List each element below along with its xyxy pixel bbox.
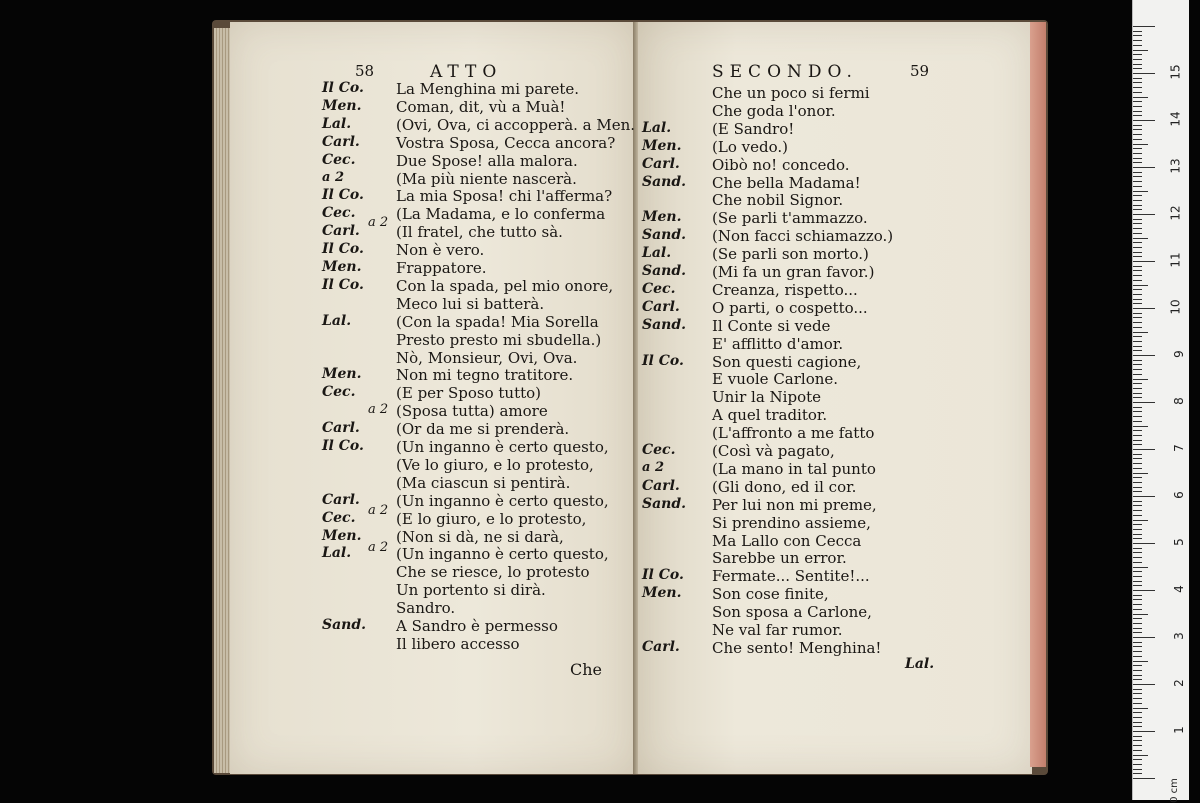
ruler-tick <box>1133 491 1142 492</box>
right-speaker: Carl. <box>642 298 680 315</box>
ruler-tick <box>1133 195 1142 196</box>
ruler-tick <box>1133 181 1142 182</box>
ruler-number: 9 <box>1172 350 1187 358</box>
ruler-tick <box>1133 585 1142 586</box>
ruler-tick <box>1133 285 1148 286</box>
right-text-line: Sarebbe un error. <box>712 549 847 568</box>
ruler-tick <box>1133 379 1148 380</box>
ruler-tick <box>1133 275 1142 276</box>
ruler-tick <box>1133 656 1142 657</box>
right-page <box>637 22 1032 774</box>
ruler-tick <box>1133 364 1142 365</box>
left-text-line: (Ovi, Ova, ci accopperà. a Men. <box>396 115 636 134</box>
ruler-number: 2 <box>1172 679 1187 687</box>
ruler-tick <box>1133 158 1142 159</box>
ruler-tick <box>1133 341 1142 342</box>
left-speaker: Il Co. <box>322 241 364 258</box>
ruler-tick <box>1133 599 1142 600</box>
ruler-tick <box>1133 153 1142 154</box>
right-speaker: a 2 <box>642 459 664 475</box>
ruler-tick <box>1133 482 1142 483</box>
ruler-tick <box>1133 313 1142 314</box>
ruler-tick <box>1133 444 1142 445</box>
left-a2-mark: a 2 <box>368 215 389 230</box>
right-speaker: Il Co. <box>642 352 684 369</box>
right-text-line: (E Sandro! <box>712 119 795 138</box>
left-text-line: (Un inganno è certo questo, <box>396 491 609 510</box>
ruler-tick <box>1133 722 1142 723</box>
ruler-tick <box>1133 708 1148 709</box>
left-text-line: (La Madama, e lo conferma <box>396 205 606 224</box>
ruler-tick <box>1133 186 1142 187</box>
left-speaker: a 2 <box>322 169 344 185</box>
ruler-tick <box>1133 87 1142 88</box>
ruler-tick <box>1133 430 1142 431</box>
left-a2-mark: a 2 <box>368 402 389 417</box>
right-text-line: (L'affronto a me fatto <box>712 424 875 443</box>
ruler-tick <box>1133 548 1142 549</box>
ruler-tick <box>1133 209 1142 210</box>
left-speaker: Lal. <box>322 312 352 329</box>
right-text-line: Si prendino assieme, <box>712 513 871 532</box>
ruler-tick <box>1133 473 1148 474</box>
right-text-line: Son questi cagione, <box>712 352 862 371</box>
right-speaker: Men. <box>642 137 682 154</box>
ruler-tick <box>1133 698 1142 699</box>
ruler-tick <box>1133 346 1142 347</box>
ruler-tick <box>1133 736 1142 737</box>
ruler-tick <box>1133 388 1142 389</box>
ruler-tick <box>1133 252 1142 253</box>
right-speaker: Sand. <box>642 495 687 512</box>
ruler-tick <box>1133 769 1142 770</box>
right-speaker: Men. <box>642 209 682 226</box>
left-speaker: Men. <box>322 97 362 114</box>
left-speaker: Lal. <box>322 545 352 562</box>
ruler-tick <box>1133 477 1142 478</box>
ruler-number: 14 <box>1168 111 1183 127</box>
ruler-number: 11 <box>1168 252 1183 268</box>
left-text-line: Due Spose! alla malora. <box>396 151 578 170</box>
left-text-line: (Ma più niente nascerà. <box>396 169 577 188</box>
ruler-number: 10 <box>1168 299 1183 315</box>
ruler-tick <box>1133 383 1142 384</box>
left-speaker: Il Co. <box>322 187 364 204</box>
ruler-tick <box>1133 693 1142 694</box>
left-speaker: Men. <box>322 366 362 383</box>
ruler-tick <box>1133 407 1142 408</box>
left-text-line: (Ma ciascun si pentirà. <box>396 473 571 492</box>
ruler-tick <box>1133 59 1142 60</box>
left-speaker: Cec. <box>322 205 356 222</box>
left-speaker: Cec. <box>322 384 356 401</box>
ruler-tick <box>1133 689 1142 690</box>
ruler-tick <box>1133 726 1142 727</box>
left-speaker: Lal. <box>322 115 352 132</box>
ruler-tick <box>1133 256 1142 257</box>
ruler-tick <box>1133 26 1155 27</box>
right-speaker: Carl. <box>642 155 680 172</box>
ruler-number: 3 <box>1172 632 1187 640</box>
ruler-tick <box>1133 111 1142 112</box>
left-text-line: Con la spada, pel mio onore, <box>396 276 614 295</box>
ruler-tick <box>1133 266 1142 267</box>
right-speaker: Il Co. <box>642 567 684 584</box>
right-text-line: Il Conte si vede <box>712 316 831 335</box>
right-text-line: Son cose finite, <box>712 585 829 604</box>
ruler-tick <box>1133 35 1142 36</box>
ruler-tick <box>1133 675 1142 676</box>
measurement-ruler <box>1132 0 1189 803</box>
left-text-line: (Con la spada! Mia Sorella <box>396 312 599 331</box>
right-text-line: Che goda l'onor. <box>712 101 836 120</box>
left-text-line: Un portento si dirà. <box>396 581 546 600</box>
ruler-tick <box>1133 468 1142 469</box>
ruler-tick <box>1133 646 1142 647</box>
ruler-tick <box>1133 661 1148 662</box>
left-text-line: La Menghina mi parete. <box>396 80 580 98</box>
ruler-tick <box>1133 336 1142 337</box>
ruler-tick <box>1133 421 1142 422</box>
right-catchword: Lal. <box>905 656 935 672</box>
ruler-tick <box>1133 520 1148 521</box>
ruler-tick <box>1133 350 1142 351</box>
ruler-tick <box>1133 435 1142 436</box>
left-speaker: Cec. <box>322 509 356 526</box>
ruler-tick <box>1133 463 1142 464</box>
ruler-number: 4 <box>1172 585 1187 593</box>
right-text-line: O parti, o cospetto... <box>712 298 868 317</box>
ruler-tick <box>1133 73 1155 74</box>
ruler-unit-label: 0 cm <box>1169 778 1181 803</box>
left-text-line: Nò, Monsieur, Ovi, Ova. <box>396 348 578 367</box>
ruler-tick <box>1133 115 1142 116</box>
right-text-line: Unir la Nipote <box>712 388 822 407</box>
ruler-number: 8 <box>1172 397 1187 405</box>
ruler-tick <box>1133 223 1142 224</box>
left-speaker: Carl. <box>322 491 360 508</box>
right-text-line: E vuole Carlone. <box>712 370 839 389</box>
left-speaker: Carl. <box>322 420 360 437</box>
left-text-line: (Il fratel, che tutto sà. <box>396 223 563 242</box>
right-text-line: Ma Lallo con Cecca <box>712 531 862 550</box>
right-text-line: Fermate... Sentite!... <box>712 567 870 586</box>
left-catchword: Che <box>570 660 603 679</box>
ruler-tick <box>1133 684 1155 685</box>
ruler-tick <box>1133 289 1142 290</box>
ruler-tick <box>1133 590 1155 591</box>
ruler-tick <box>1133 454 1142 455</box>
right-speaker: Men. <box>642 585 682 602</box>
right-speaker: Carl. <box>642 638 680 655</box>
book-gutter <box>633 22 638 774</box>
ruler-tick <box>1133 773 1142 774</box>
ruler-tick <box>1133 670 1142 671</box>
ruler-tick <box>1133 576 1142 577</box>
left-speaker: Men. <box>322 527 362 544</box>
ruler-tick <box>1133 501 1142 502</box>
right-speaker: Sand. <box>642 173 687 190</box>
ruler-tick <box>1133 529 1142 530</box>
ruler-tick <box>1133 101 1142 102</box>
ruler-tick <box>1133 505 1142 506</box>
right-speaker: Sand. <box>642 263 687 279</box>
ruler-tick <box>1133 755 1148 756</box>
left-speaker: Sand. <box>322 617 367 633</box>
ruler-tick <box>1133 374 1142 375</box>
ruler-tick <box>1133 317 1142 318</box>
ruler-tick <box>1133 31 1142 32</box>
ruler-tick <box>1133 97 1148 98</box>
ruler-tick <box>1133 402 1155 403</box>
left-speaker: Il Co. <box>322 80 364 96</box>
ruler-number: 1 <box>1172 726 1187 734</box>
right-speaker: Carl. <box>642 477 680 494</box>
ruler-tick <box>1133 628 1142 629</box>
ruler-tick <box>1133 426 1148 427</box>
ruler-tick <box>1133 557 1142 558</box>
left-page-header: ATTO <box>430 62 503 82</box>
ruler-tick <box>1133 144 1148 145</box>
ruler-tick <box>1133 322 1142 323</box>
ruler-tick <box>1133 552 1142 553</box>
ruler-number: 15 <box>1168 64 1183 80</box>
right-text-line: (Se parli son morto.) <box>712 245 869 264</box>
right-text-line: (La mano in tal punto <box>712 459 876 478</box>
right-text-line: (Così và pagato, <box>712 442 835 460</box>
left-speaker: Il Co. <box>322 438 364 454</box>
left-speaker: Il Co. <box>322 276 364 293</box>
left-text-line: (Sposa tutta) amore <box>396 402 548 421</box>
ruler-tick <box>1133 78 1142 79</box>
ruler-tick <box>1133 614 1148 615</box>
ruler-tick <box>1133 270 1142 271</box>
ruler-tick <box>1133 125 1142 126</box>
ruler-tick <box>1133 764 1142 765</box>
ruler-tick <box>1133 717 1142 718</box>
ruler-tick <box>1133 642 1142 643</box>
ruler-tick <box>1133 393 1142 394</box>
ruler-tick <box>1133 745 1142 746</box>
ruler-number: 13 <box>1168 158 1183 174</box>
left-text-line: Meco lui si batterà. <box>396 294 545 313</box>
ruler-tick <box>1133 637 1155 638</box>
left-text-line: Vostra Sposa, Cecca ancora? <box>396 133 616 152</box>
ruler-tick <box>1133 679 1142 680</box>
ruler-tick <box>1133 247 1142 248</box>
ruler-tick <box>1133 440 1142 441</box>
right-text-line: Son sposa a Carlone, <box>712 603 872 622</box>
left-page-number: 58 <box>355 62 375 80</box>
left-text-line: Il libero accesso <box>396 634 520 653</box>
ruler-tick <box>1133 510 1142 511</box>
ruler-tick <box>1133 148 1142 149</box>
right-text-line: Che un poco si fermi <box>712 84 870 102</box>
ruler-tick <box>1133 261 1155 262</box>
ruler-tick <box>1133 571 1142 572</box>
ruler-tick <box>1133 360 1142 361</box>
ruler-tick <box>1133 238 1148 239</box>
ruler-tick <box>1133 595 1142 596</box>
left-text-line: (Un inganno è certo questo, <box>396 438 609 456</box>
ruler-tick <box>1133 280 1142 281</box>
ruler-tick <box>1133 92 1142 93</box>
ruler-tick <box>1133 40 1142 41</box>
ruler-tick <box>1133 242 1142 243</box>
ruler-tick <box>1133 397 1142 398</box>
ruler-tick <box>1133 604 1142 605</box>
left-speaker: Carl. <box>322 133 360 150</box>
left-text-line: (Ve lo giuro, e lo protesto, <box>396 455 594 474</box>
ruler-number: 7 <box>1172 444 1187 452</box>
ruler-tick <box>1133 299 1142 300</box>
right-text-line: (Non facci schiamazzo.) <box>712 227 894 246</box>
ruler-tick <box>1133 176 1142 177</box>
right-speaker: Lal. <box>642 245 672 262</box>
ruler-tick <box>1133 632 1142 633</box>
left-a2-mark: a 2 <box>368 540 389 555</box>
ruler-tick <box>1133 487 1142 488</box>
right-text-line: Creanza, rispetto... <box>712 280 858 299</box>
left-text-line: (E lo giuro, e lo protesto, <box>396 509 587 528</box>
ruler-tick <box>1133 538 1142 539</box>
ruler-tick <box>1133 515 1142 516</box>
ruler-tick <box>1133 134 1142 135</box>
ruler-tick <box>1133 68 1142 69</box>
ruler-tick <box>1133 449 1155 450</box>
left-text-line: Non è vero. <box>396 241 485 260</box>
ruler-number: 5 <box>1172 538 1187 546</box>
ruler-tick <box>1133 64 1142 65</box>
ruler-tick <box>1133 82 1142 83</box>
left-a2-mark: a 2 <box>368 503 389 518</box>
ruler-tick <box>1133 623 1142 624</box>
left-text-line: Sandro. <box>396 599 456 618</box>
right-text-line: Per lui non mi preme, <box>712 495 877 514</box>
ruler-tick <box>1133 50 1148 51</box>
right-text-line: E' afflitto d'amor. <box>712 334 844 353</box>
ruler-tick <box>1133 651 1142 652</box>
ruler-tick <box>1133 759 1142 760</box>
ruler-tick <box>1133 106 1142 107</box>
ruler-tick <box>1133 712 1142 713</box>
right-text-line: (Mi fa un gran favor.) <box>712 263 875 281</box>
ruler-tick <box>1133 214 1155 215</box>
left-text-line: La mia Sposa! chi l'afferma? <box>396 187 613 206</box>
ruler-tick <box>1133 129 1142 130</box>
page-edges-right <box>1030 22 1046 767</box>
ruler-tick <box>1133 294 1142 295</box>
right-text-line: Ne val far rumor. <box>712 621 843 639</box>
right-text-line: Che bella Madama! <box>712 173 861 192</box>
ruler-tick <box>1133 496 1155 497</box>
right-text-line: (Lo vedo.) <box>712 137 788 156</box>
ruler-tick <box>1133 750 1142 751</box>
ruler-tick <box>1133 205 1142 206</box>
ruler-tick <box>1133 778 1155 779</box>
right-text-line: A quel traditor. <box>712 406 828 425</box>
right-text-line: Oibò no! concedo. <box>712 155 850 174</box>
ruler-tick <box>1133 355 1155 356</box>
right-speaker: Cec. <box>642 442 676 458</box>
ruler-tick <box>1133 581 1142 582</box>
left-speaker: Cec. <box>322 151 356 168</box>
ruler-tick <box>1133 332 1148 333</box>
right-speaker: Sand. <box>642 316 687 333</box>
left-speaker: Men. <box>322 259 362 275</box>
right-page-number: 59 <box>910 62 930 80</box>
ruler-tick <box>1133 609 1142 610</box>
ruler-tick <box>1133 618 1142 619</box>
ruler-tick <box>1133 172 1142 173</box>
right-text-line: Che sento! Menghina! <box>712 638 882 657</box>
ruler-tick <box>1133 567 1148 568</box>
left-text-line: Non mi tegno tratitore. <box>396 366 574 385</box>
right-speaker: Lal. <box>642 119 672 136</box>
ruler-tick <box>1133 534 1142 535</box>
ruler-tick <box>1133 45 1142 46</box>
ruler-tick <box>1133 191 1148 192</box>
ruler-tick <box>1133 411 1142 412</box>
ruler-tick <box>1133 524 1142 525</box>
ruler-tick <box>1133 369 1142 370</box>
left-text-line: Frappatore. <box>396 259 487 277</box>
ruler-tick <box>1133 54 1142 55</box>
right-page-header: SECONDO. <box>712 62 858 82</box>
ruler-tick <box>1133 327 1142 328</box>
ruler-tick <box>1133 416 1142 417</box>
ruler-number: 6 <box>1172 491 1187 499</box>
ruler-tick <box>1133 162 1142 163</box>
ruler-tick <box>1133 308 1155 309</box>
right-speaker: Cec. <box>642 280 676 297</box>
ruler-tick <box>1133 228 1142 229</box>
left-text-line: (E per Sposo tutto) <box>396 384 542 403</box>
ruler-tick <box>1133 120 1155 121</box>
ruler-tick <box>1133 167 1155 168</box>
left-text-line: Che se riesce, lo protesto <box>396 563 590 582</box>
right-speaker: Sand. <box>642 227 687 244</box>
ruler-tick <box>1133 233 1142 234</box>
ruler-tick <box>1133 219 1142 220</box>
ruler-tick <box>1133 200 1142 201</box>
ruler-tick <box>1133 562 1142 563</box>
right-text-line: Che nobil Signor. <box>712 191 844 210</box>
left-text-line: A Sandro è permesso <box>396 617 558 635</box>
ruler-tick <box>1133 458 1142 459</box>
ruler-tick <box>1133 703 1142 704</box>
ruler-tick <box>1133 139 1142 140</box>
ruler-tick <box>1133 543 1155 544</box>
ruler-tick <box>1133 740 1142 741</box>
left-text-line: Coman, dit, vù a Muà! <box>396 97 566 116</box>
left-text-line: Presto presto mi sbudella.) <box>396 330 602 349</box>
left-speaker: Carl. <box>322 223 360 240</box>
right-text-line: (Gli dono, ed il cor. <box>712 477 857 496</box>
ruler-number: 12 <box>1168 205 1183 221</box>
ruler-tick <box>1133 665 1142 666</box>
left-text-line: (Un inganno è certo questo, <box>396 545 609 564</box>
right-text-line: (Se parli t'ammazzo. <box>712 209 868 228</box>
left-text-line: (Or da me si prenderà. <box>396 420 570 439</box>
left-text-line: (Non si dà, ne si darà, <box>396 527 564 546</box>
ruler-tick <box>1133 731 1155 732</box>
ruler-tick <box>1133 303 1142 304</box>
